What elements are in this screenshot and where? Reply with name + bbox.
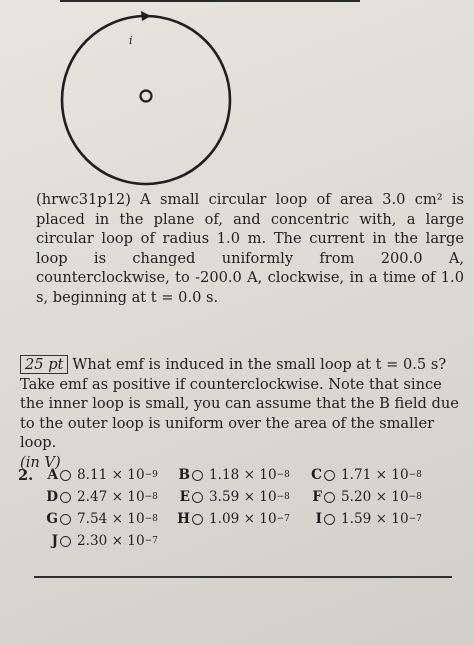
choice-value: 3.59 × 10 (209, 489, 277, 505)
choice-value: 8.11 × 10 (77, 467, 145, 483)
radio-bubble-icon[interactable] (192, 514, 203, 525)
top-rule (60, 0, 360, 2)
choice-i[interactable]: I 1.59 × 10 −7 (308, 511, 440, 527)
choice-value: 2.47 × 10 (77, 489, 145, 505)
radio-bubble-icon[interactable] (60, 492, 71, 503)
choice-f[interactable]: F 5.20 × 10 −8 (308, 489, 440, 505)
choice-letter: F (312, 489, 322, 505)
radio-bubble-icon[interactable] (324, 470, 335, 481)
bottom-rule (34, 576, 452, 578)
small-loop (141, 91, 152, 102)
units-label: (in V) (20, 453, 61, 471)
choice-b[interactable]: B 1.18 × 10 −8 (176, 467, 308, 483)
radio-bubble-icon[interactable] (192, 492, 203, 503)
choice-value: 1.18 × 10 (209, 467, 277, 483)
choice-letter: J (51, 533, 58, 549)
loop-figure (40, 8, 250, 198)
choice-letter: B (178, 467, 190, 483)
choice-h[interactable]: H 1.09 × 10 −7 (177, 511, 290, 527)
choice-value: 7.54 × 10 (77, 511, 145, 527)
choice-letter: I (315, 511, 322, 527)
points-box: 25 pt (20, 355, 68, 374)
radio-bubble-icon[interactable] (60, 470, 71, 481)
choice-value: 1.09 × 10 (209, 511, 277, 527)
choice-letter: E (179, 489, 190, 505)
choice-j[interactable]: J 2.30 × 10 −7 (44, 533, 176, 549)
problem-statement: (hrwc31p12) A small circular loop of area 3.0 cm² is placed in the plane of, and concentric with, a large circular loop of radius 1.0 m. The current in the large loop is changed uniformly from 200.0 A, counterclockwise, to -200.0 A, clockwise, in a time of 1.0 s, beginning at t = 0.0 s. (36, 191, 464, 306)
question-block (20, 355, 462, 472)
choice-row-2 (18, 486, 463, 508)
radio-bubble-icon[interactable] (192, 470, 203, 481)
radio-bubble-icon[interactable] (60, 514, 71, 525)
choice-row-3 (18, 508, 463, 530)
choice-a[interactable]: A 8.11 × 10 −9 (44, 467, 176, 483)
choice-letter: H (177, 511, 190, 527)
choice-row-1 (18, 464, 463, 486)
choice-letter: C (311, 467, 322, 483)
question-text: What emf is induced in the small loop at t = 0.5 s? Take emf as positive if counterclockwise. Note that since the inner loop is small, you can assume that the B field due to the outer loop is uniform over the area of the smaller loop. (20, 356, 459, 451)
choice-letter: G (46, 511, 58, 527)
current-label: i (129, 34, 133, 47)
choice-value: 1.59 × 10 (341, 511, 409, 527)
choice-letter: A (47, 467, 58, 483)
choice-letter: D (46, 489, 58, 505)
answer-choices (18, 464, 463, 552)
choice-d[interactable]: D 2.47 × 10 −8 (44, 489, 176, 505)
radio-bubble-icon[interactable] (60, 536, 71, 547)
choice-c[interactable]: C 1.71 × 10 −8 (308, 467, 440, 483)
choice-value: 1.71 × 10 (341, 467, 409, 483)
choice-value: 2.30 × 10 (77, 533, 145, 549)
radio-bubble-icon[interactable] (324, 492, 335, 503)
choice-value: 5.20 × 10 (341, 489, 409, 505)
current-arrow (141, 11, 151, 21)
radio-bubble-icon[interactable] (324, 514, 335, 525)
choice-e[interactable]: E 3.59 × 10 −8 (176, 489, 308, 505)
question-number: 2. (18, 466, 34, 484)
choice-row-4 (18, 530, 463, 552)
large-loop (62, 16, 230, 184)
choice-g[interactable]: G 7.54 × 10 −8 (44, 511, 176, 527)
